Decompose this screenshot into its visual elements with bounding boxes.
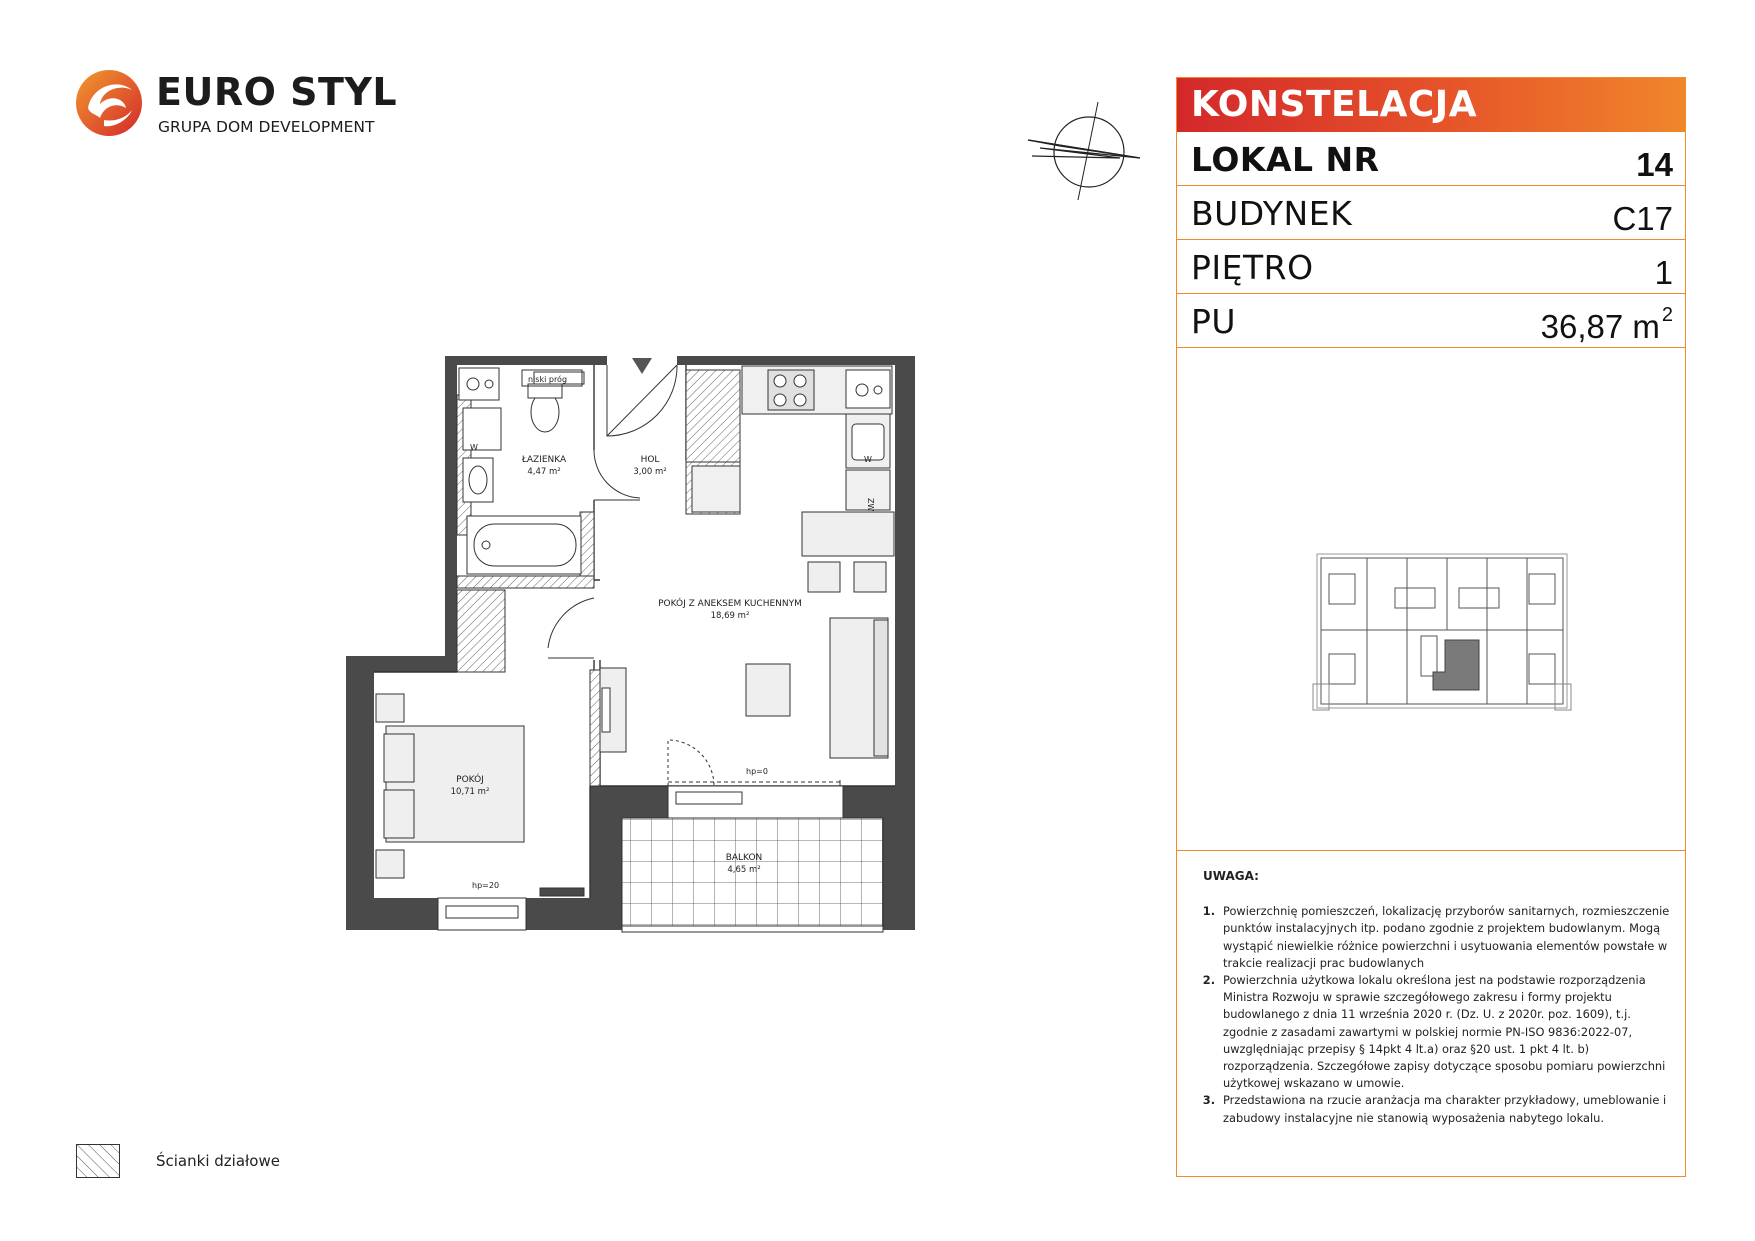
area-unit-superscript: 2 [1661, 304, 1673, 326]
notes-divider [1177, 850, 1685, 851]
zw-label: ZW [866, 498, 875, 512]
room-name-living-kitchen: POKÓJ Z ANEKSEM KUCHENNYM [658, 599, 802, 609]
room-area-hall: 3,00 m² [633, 467, 667, 477]
legend-swatch-partition [76, 1144, 120, 1178]
area-label: PU [1191, 302, 1237, 341]
floor-row [1177, 240, 1685, 294]
room-area-balcony: 4,65 m² [727, 865, 761, 875]
washing-machine-label: W [470, 443, 478, 452]
bedroom-furniture [376, 694, 584, 930]
notes-section [1203, 868, 1673, 1127]
dishwasher-label: W [864, 455, 872, 464]
room-area-bathroom: 4,47 m² [527, 467, 561, 477]
unit-highlight [1433, 640, 1479, 690]
project-name: KONSTELACJA [1177, 78, 1685, 132]
room-area-living-kitchen: 18,69 m² [710, 611, 750, 621]
unit-number-value: 14 [1636, 146, 1673, 183]
building-label: BUDYNEK [1191, 194, 1353, 233]
hatch-swatch-icon [77, 1145, 120, 1178]
room-name-hall: HOL [640, 455, 660, 465]
room-name-balcony: BALKON [725, 853, 763, 863]
unit-number-row [1177, 132, 1685, 186]
threshold-label: niski próg [528, 375, 568, 384]
building-key-plan [1309, 544, 1575, 716]
brand-tagline: GRUPA DOM DEVELOPMENT [158, 118, 375, 136]
note-item: 1. Powierzchnię pomieszczeń, lokalizację przyborów sanitarnych, rozmieszczenie punktów instalacyjnych itp. podano zgodnie z projektem budowlanym. Mogą wystąpić niewielkie różnice powierzchni i usytuowania elementów powstałe w trakcie realizacji prac budowlanych [1219, 903, 1673, 972]
brand-name: EURO STYL [156, 70, 398, 114]
notes-list [1203, 903, 1673, 1127]
area-number: 36,87 m [1540, 308, 1660, 345]
note-item: 3. Przedstawiona na rzucie aranżacja ma charakter przykładowy, umeblowanie i zabudowy instalacyjne nie stanowią wyposażenia nabytego lokalu. [1219, 1092, 1673, 1126]
area-row [1177, 294, 1685, 348]
floor-value: 1 [1654, 254, 1673, 291]
north-arrow-icon [1028, 102, 1140, 200]
building-row [1177, 186, 1685, 240]
bathroom-fixtures [459, 368, 584, 574]
area-value [1540, 304, 1673, 346]
kitchen-fixtures [600, 366, 894, 758]
notes-title: UWAGA: [1203, 869, 1259, 883]
note-item: 2. Powierzchnia użytkowa lokalu określona jest na podstawie rozporządzenia Ministra Rozwoju w sprawie szczegółowego zakresu i formy projektu budowlanego z dnia 11 września 2020 r. (Dz. U. z 2020r. poz. 1609), t.j. zgodnie z zasadami zawartymi w polskiej normie PN-ISO 9836:2022-07, uwzględniając przepisy § 14pkt 4 lt.a) oraz §20 ust. 1 pkt 4 lt. b) rozporządzenia. Szczegółowe zapisy dotyczące sposobu pomiaru powierzchni użytkowej wskazano w umowie. [1219, 972, 1673, 1092]
legend-label: Ścianki działowe [156, 1152, 280, 1170]
room-name-bedroom: POKÓJ [456, 775, 484, 785]
hp-window-label: hp=20 [472, 881, 500, 890]
hp-balcony-label: hp=0 [746, 767, 768, 776]
unit-number-label: LOKAL NR [1191, 140, 1380, 179]
room-area-bedroom: 10,71 m² [450, 787, 490, 797]
building-value: C17 [1612, 200, 1673, 237]
room-name-bathroom: ŁAZIENKA [521, 455, 567, 465]
floor-label: PIĘTRO [1191, 248, 1314, 287]
unit-info-panel [1176, 77, 1686, 1177]
